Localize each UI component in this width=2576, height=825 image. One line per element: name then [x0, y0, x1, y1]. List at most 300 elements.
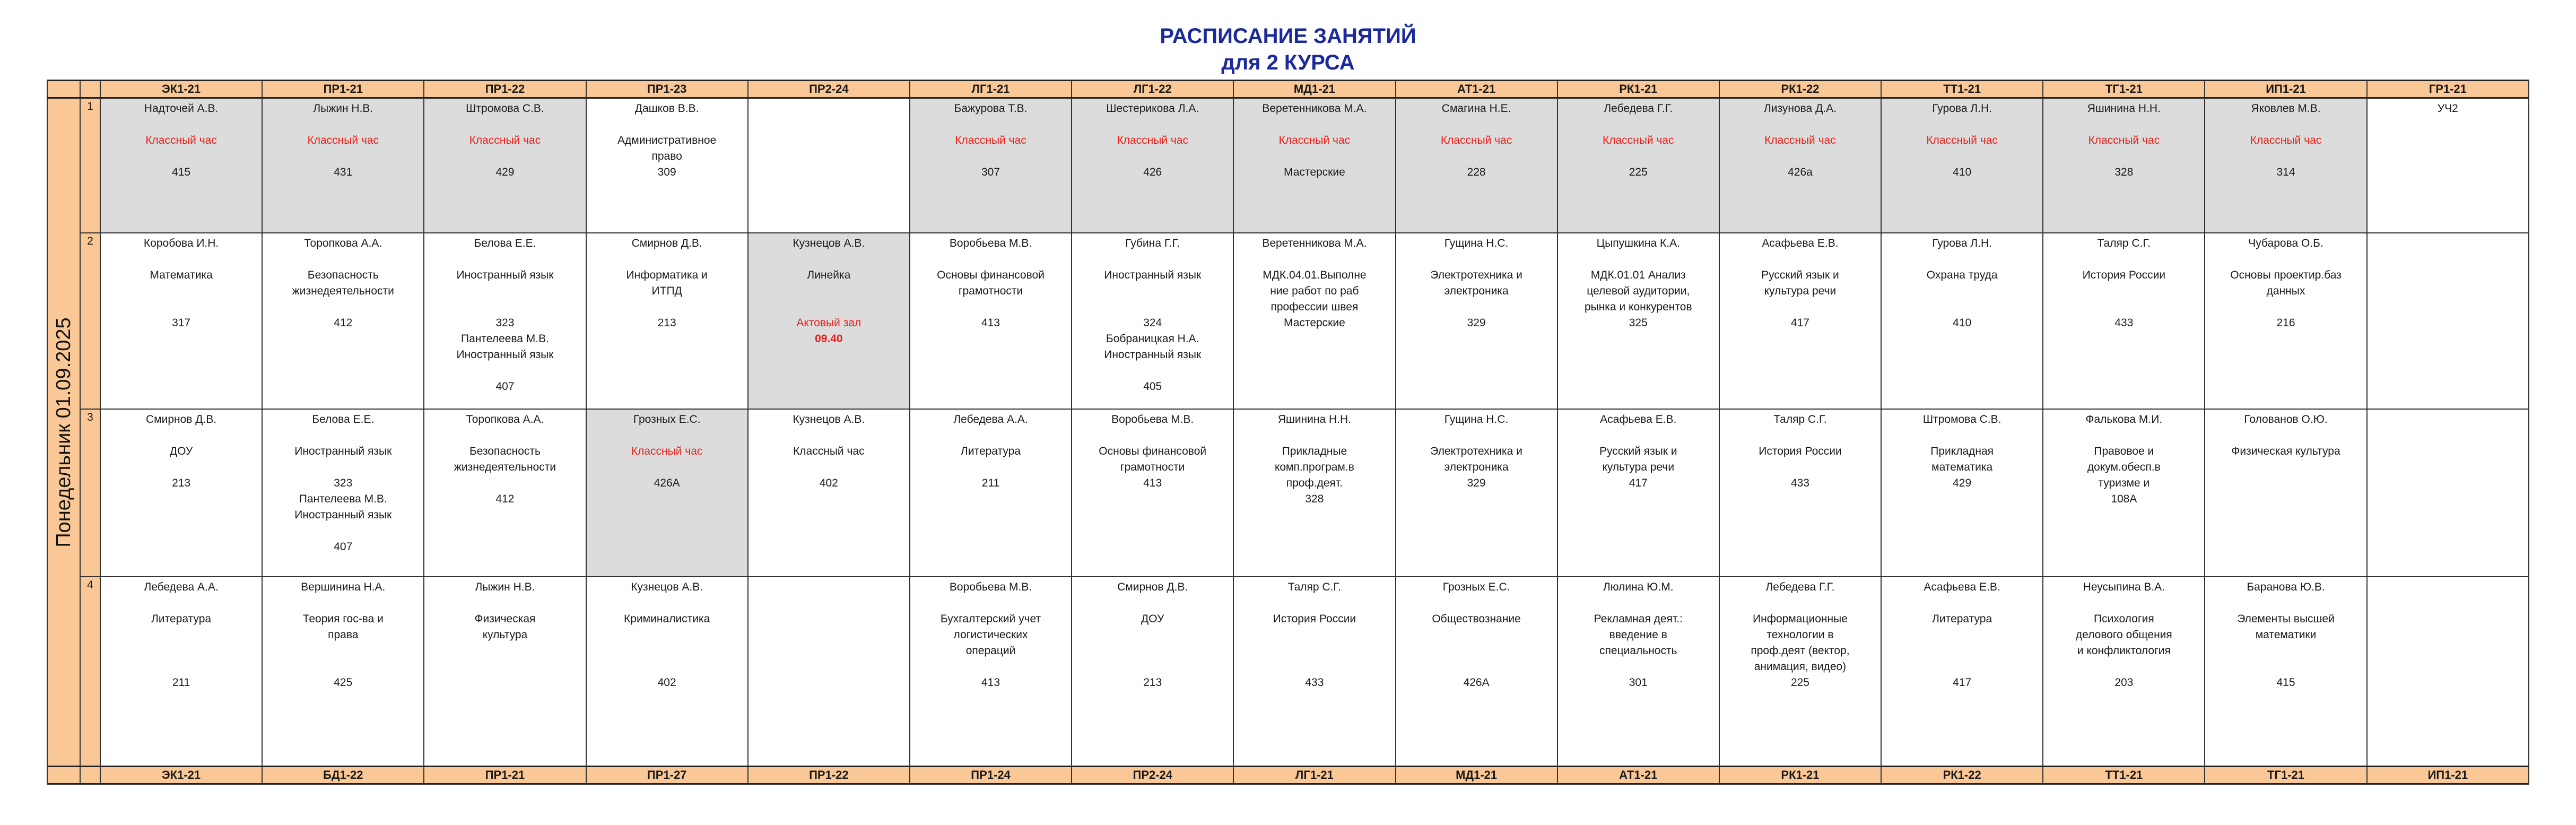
- group-header: ПР1-22: [424, 81, 586, 98]
- period-number: 1: [80, 98, 100, 233]
- teacher: Баранова Ю.В.: [2247, 580, 2325, 593]
- lesson-cell: [1072, 233, 1233, 409]
- lesson-cell: [586, 98, 748, 233]
- lesson-cell: [1557, 233, 1719, 409]
- group-footer: ИП1-21: [2367, 767, 2529, 784]
- teacher: Грозных Е.С.: [633, 413, 701, 425]
- lesson-cell: [1719, 233, 1881, 409]
- teacher: Лыжин Н.В.: [475, 580, 535, 593]
- subject: технологии в: [1766, 628, 1834, 641]
- teacher: Бажурова Т.В.: [954, 102, 1028, 115]
- lesson-cell: [424, 233, 586, 409]
- lesson-cell: [100, 233, 262, 409]
- room: 323: [495, 316, 515, 329]
- subject: грамотности: [958, 284, 1023, 297]
- lesson-cell: [2205, 577, 2366, 767]
- group-header: РК1-22: [1719, 81, 1881, 98]
- teacher: Белова Е.Е.: [474, 237, 536, 249]
- subject: Основы проектир.баз: [2230, 268, 2342, 281]
- teacher: Бобраницкая Н.А.: [1106, 332, 1199, 345]
- room: 324: [1143, 316, 1162, 329]
- room: 203: [2114, 676, 2134, 689]
- teacher: Пантелеева М.В.: [299, 492, 387, 505]
- subject: Классный час: [2088, 134, 2160, 146]
- subject: Теория гос-ва и: [302, 612, 384, 625]
- teacher: Грозных Е.С.: [1442, 580, 1510, 593]
- teacher: Голованов О.Ю.: [2244, 413, 2328, 425]
- teacher: Белова Е.Е.: [312, 413, 375, 425]
- room: 429: [495, 166, 515, 178]
- teacher: Дашков В.В.: [634, 102, 699, 115]
- lesson-cell: [910, 409, 1072, 577]
- subject: История России: [1273, 612, 1356, 625]
- teacher: Таляр С.Г.: [2097, 237, 2151, 249]
- period-row: [47, 98, 2529, 233]
- lesson-cell: [2205, 98, 2366, 233]
- footer-corner: [47, 767, 80, 784]
- teacher: Веретенникова М.А.: [1262, 237, 1367, 249]
- lesson-cell-empty: [748, 577, 910, 767]
- teacher: Вершинина Н.А.: [301, 580, 386, 593]
- subject: МДК.04.01.Выполне: [1263, 268, 1367, 281]
- teacher: Смирнов Д.В.: [631, 237, 702, 249]
- lesson-cell: [2043, 577, 2205, 767]
- lesson-cell: [586, 233, 748, 409]
- room: 426А: [1463, 676, 1490, 689]
- room: 417: [1953, 676, 1972, 689]
- group-footer: ПР1-27: [586, 767, 748, 784]
- teacher: Гурова Л.Н.: [1932, 237, 1992, 249]
- room: 426а: [1788, 166, 1813, 178]
- teacher: УЧ2: [2437, 102, 2458, 115]
- room: 328: [2114, 166, 2134, 178]
- room: 433: [2114, 316, 2134, 329]
- subject: Психология: [2093, 612, 2154, 625]
- lesson-cell: [2043, 98, 2205, 233]
- lesson-cell: [1396, 98, 1557, 233]
- subject: культура: [482, 628, 528, 641]
- subject: право: [651, 150, 682, 162]
- subject: Физическая: [474, 612, 536, 625]
- lesson-cell: [262, 577, 424, 767]
- subject: операций: [965, 644, 1016, 657]
- teacher: Лебедева А.А.: [953, 413, 1028, 425]
- room: 323: [334, 476, 353, 489]
- lesson-cell: [1396, 577, 1557, 767]
- group-footer: ПР1-24: [910, 767, 1072, 784]
- subject: Информационные: [1753, 612, 1848, 625]
- group-header: ГР1-21: [2367, 81, 2529, 98]
- teacher: Пантелеева М.В.: [460, 332, 549, 345]
- subject: Административное: [617, 134, 717, 146]
- lesson-cell: [1557, 409, 1719, 577]
- group-footer-row: [47, 767, 2529, 784]
- group-header: ТТ1-21: [1881, 81, 2043, 98]
- lesson-cell: [1719, 409, 1881, 577]
- teacher: Гурова Л.Н.: [1932, 102, 1992, 115]
- subject: Элементы высшей: [2237, 612, 2335, 625]
- period-row: [47, 409, 2529, 577]
- period-row: [47, 233, 2529, 409]
- group-footer: МД1-21: [1396, 767, 1557, 784]
- room: 225: [1629, 166, 1648, 178]
- subject: История России: [1759, 445, 1842, 457]
- subject: Классный час: [1926, 134, 1998, 146]
- lesson-cell: [910, 98, 1072, 233]
- subject: Иностранный язык: [294, 508, 392, 521]
- room: 213: [1143, 676, 1162, 689]
- room: 328: [1305, 492, 1324, 505]
- period-number: 3: [80, 409, 100, 577]
- lesson-cell-empty: [2367, 233, 2529, 409]
- subject: Прикладные: [1282, 445, 1347, 457]
- lesson-cell-empty: [2367, 409, 2529, 577]
- teacher: Штромова С.В.: [1922, 413, 2001, 425]
- teacher: Асафьева Е.В.: [1600, 413, 1677, 425]
- header-corner: [47, 81, 80, 98]
- teacher: Фалькова М.И.: [2085, 413, 2163, 425]
- subject: Классный час: [307, 134, 379, 146]
- room: 307: [981, 166, 1000, 178]
- lesson-cell: [1719, 98, 1881, 233]
- subject: Криминалистика: [624, 612, 710, 625]
- subject: Иностранный язык: [456, 268, 554, 281]
- room: 329: [1467, 316, 1486, 329]
- subject: Русский язык и: [1599, 445, 1677, 457]
- lesson-cell: [2043, 409, 2205, 577]
- lesson-cell-empty: [2367, 577, 2529, 767]
- lesson-cell: [100, 98, 262, 233]
- subject: Классный час: [793, 445, 865, 457]
- subject: жизнедеятельности: [454, 461, 556, 473]
- lesson-cell: [1881, 577, 2043, 767]
- group-footer: ЭК1-21: [100, 767, 262, 784]
- subject: математики: [2255, 628, 2317, 641]
- room: 417: [1629, 476, 1648, 489]
- lesson-cell: [1719, 577, 1881, 767]
- group-header: ЛГ1-21: [910, 81, 1072, 98]
- subject: ДОУ: [169, 445, 193, 457]
- teacher: Воробьева М.В.: [1111, 413, 1194, 425]
- schedule-table: [47, 80, 2529, 785]
- subject: введение в: [1609, 628, 1667, 641]
- room: 426А: [654, 476, 680, 489]
- lesson-cell: [1233, 409, 1395, 577]
- subject: Классный час: [2250, 134, 2322, 146]
- subject: Правовое и: [2094, 445, 2154, 457]
- teacher: Таляр С.Г.: [1287, 580, 1342, 593]
- subject: комп.програм.в: [1274, 461, 1354, 473]
- room: 213: [172, 476, 191, 489]
- lesson-cell: [100, 577, 262, 767]
- teacher: Торопкова А.А.: [466, 413, 544, 425]
- teacher: Гущина Н.С.: [1444, 413, 1509, 425]
- subject: культура речи: [1602, 461, 1675, 473]
- room: 317: [172, 316, 191, 329]
- room: 412: [495, 492, 515, 505]
- group-header: ПР1-23: [586, 81, 748, 98]
- group-footer: ТГ1-21: [2205, 767, 2366, 784]
- room: 329: [1467, 476, 1486, 489]
- subject: грамотности: [1120, 461, 1185, 473]
- lesson-cell: [1233, 233, 1395, 409]
- subject: Иностранный язык: [294, 445, 392, 457]
- teacher: Кузнецов А.В.: [631, 580, 703, 593]
- room: 425: [334, 676, 353, 689]
- group-header: ЭК1-21: [100, 81, 262, 98]
- teacher: Смагина Н.Е.: [1441, 102, 1511, 115]
- subject: Русский язык и: [1761, 268, 1839, 281]
- room: 407: [495, 380, 515, 393]
- subject: Безопасность: [469, 445, 541, 457]
- lesson-cell: [1881, 233, 2043, 409]
- lesson-cell: [1557, 98, 1719, 233]
- subject: Линейка: [807, 268, 851, 281]
- teacher: Лебедева А.А.: [144, 580, 219, 593]
- room: 410: [1953, 316, 1972, 329]
- lesson-cell: [748, 233, 910, 409]
- room: 402: [657, 676, 676, 689]
- lesson-cell: [262, 98, 424, 233]
- subject: Основы финансовой: [937, 268, 1045, 281]
- group-footer: ПР1-22: [748, 767, 910, 784]
- teacher: Лизунова Д.А.: [1763, 102, 1837, 115]
- period-number: 2: [80, 233, 100, 409]
- lesson-cell: [1881, 98, 2043, 233]
- subject: Математика: [150, 268, 213, 281]
- teacher: Яковлев М.В.: [2251, 102, 2321, 115]
- subject: туризме и: [2098, 476, 2150, 489]
- room: Мастерские: [1284, 316, 1345, 329]
- room: 211: [981, 476, 1000, 489]
- lesson-cell: [1233, 577, 1395, 767]
- room: 433: [1305, 676, 1324, 689]
- lesson-cell: [2205, 233, 2366, 409]
- lesson-cell: [2205, 409, 2366, 577]
- room: 415: [172, 166, 191, 178]
- footer-corner: [80, 767, 100, 784]
- room: 413: [981, 316, 1000, 329]
- teacher: Надточей А.В.: [144, 102, 219, 115]
- room: 213: [657, 316, 676, 329]
- subject: Иностранный язык: [456, 348, 554, 361]
- schedule-subtitle: для 2 КУРСА: [1221, 51, 1355, 74]
- subject: ние работ по раб: [1270, 284, 1359, 297]
- day-label-cell: [47, 98, 80, 767]
- subject: Литература: [961, 445, 1021, 457]
- room: 405: [1143, 380, 1162, 393]
- subject: Основы финансовой: [1099, 445, 1207, 457]
- teacher: Смирнов Д.В.: [146, 413, 217, 425]
- room: 108А: [2111, 492, 2137, 505]
- subject: делового общения: [2075, 628, 2172, 641]
- group-footer: РК1-21: [1719, 767, 1881, 784]
- subject: Классный час: [1117, 134, 1188, 146]
- subject: Литература: [1932, 612, 1992, 625]
- group-header-row: [47, 81, 2529, 98]
- room: 225: [1790, 676, 1809, 689]
- teacher: Кузнецов А.В.: [793, 237, 865, 249]
- subject: жизнедеятельности: [292, 284, 394, 297]
- lesson-cell: [1072, 98, 1233, 233]
- lesson-cell: [1072, 577, 1233, 767]
- group-header: ПР1-21: [262, 81, 424, 98]
- teacher: Шестерикова Л.А.: [1106, 102, 1199, 115]
- teacher: Веретенникова М.А.: [1262, 102, 1367, 115]
- teacher: Кузнецов А.В.: [793, 413, 865, 425]
- teacher: Смирнов Д.В.: [1117, 580, 1188, 593]
- lesson-cell: [1396, 233, 1557, 409]
- subject: Физическая культура: [2231, 445, 2340, 457]
- lesson-cell: [2367, 98, 2529, 233]
- teacher: Цыпушкина К.А.: [1596, 237, 1680, 249]
- subject: Иностранный язык: [1104, 268, 1202, 281]
- period-number: 4: [80, 577, 100, 767]
- group-header: ИП1-21: [2205, 81, 2366, 98]
- teacher: Чубарова О.Б.: [2248, 237, 2323, 249]
- room: 314: [2276, 166, 2295, 178]
- subject: Обществознание: [1432, 612, 1521, 625]
- lesson-cell: [910, 233, 1072, 409]
- subject: данных: [2266, 284, 2305, 297]
- room: 407: [334, 540, 353, 553]
- room: 429: [1953, 476, 1972, 489]
- group-header: ЛГ1-22: [1072, 81, 1233, 98]
- subject: проф.деят.: [1286, 476, 1343, 489]
- subject: Прикладная: [1930, 445, 1994, 457]
- subject: МДК.01.01 Анализ: [1590, 268, 1686, 281]
- period-row: [47, 577, 2529, 767]
- lesson-cell: [424, 577, 586, 767]
- group-header: АТ1-21: [1396, 81, 1557, 98]
- room: 415: [2276, 676, 2295, 689]
- group-footer: РК1-22: [1881, 767, 2043, 784]
- subject: Электротехника и: [1430, 268, 1522, 281]
- teacher: Таляр С.Г.: [1773, 413, 1827, 425]
- teacher: Гущина Н.С.: [1444, 237, 1509, 249]
- subject: ИТПД: [651, 284, 682, 297]
- teacher: Штромова С.В.: [466, 102, 544, 115]
- room: 228: [1467, 166, 1486, 178]
- lesson-cell: [1881, 409, 2043, 577]
- group-footer: ЛГ1-21: [1233, 767, 1395, 784]
- subject: Информатика и: [626, 268, 708, 281]
- lesson-cell: [586, 409, 748, 577]
- teacher: Воробьева М.В.: [949, 580, 1032, 593]
- room: 412: [334, 316, 353, 329]
- lesson-cell: [1072, 409, 1233, 577]
- subject: История России: [2082, 268, 2166, 281]
- teacher: Яшинина Н.Н.: [1277, 413, 1351, 425]
- room: Мастерские: [1284, 166, 1345, 178]
- subject: Классный час: [1278, 134, 1351, 146]
- subject: анимация, видео): [1754, 660, 1847, 673]
- subject: проф.деят (вектор,: [1751, 644, 1850, 657]
- subject: Иностранный язык: [1104, 348, 1202, 361]
- lesson-cell: [262, 233, 424, 409]
- subject: Классный час: [1603, 134, 1674, 146]
- event-time: 09.40: [815, 332, 843, 345]
- header-corner: [80, 81, 100, 98]
- day-label: Понедельник 01.09.2025: [53, 317, 75, 548]
- room: 413: [981, 676, 1000, 689]
- group-header: РК1-21: [1557, 81, 1719, 98]
- room: 417: [1790, 316, 1809, 329]
- teacher: Лебедева Г.Г.: [1765, 580, 1835, 593]
- lesson-cell: [424, 409, 586, 577]
- lesson-cell: [1396, 409, 1557, 577]
- lesson-cell-empty: [748, 98, 910, 233]
- group-footer: АТ1-21: [1557, 767, 1719, 784]
- subject: и конфликтология: [2077, 644, 2171, 657]
- subject: Классный час: [1764, 134, 1836, 146]
- subject: логистических: [953, 628, 1028, 641]
- lesson-cell: [586, 577, 748, 767]
- subject: целевой аудитории,: [1587, 284, 1690, 297]
- room: 325: [1629, 316, 1648, 329]
- subject: Классный час: [631, 445, 703, 457]
- room: 426: [1143, 166, 1162, 178]
- teacher: Торопкова А.А.: [304, 237, 382, 249]
- lesson-cell: [748, 409, 910, 577]
- teacher: Воробьева М.В.: [949, 237, 1032, 249]
- lesson-cell: [910, 577, 1072, 767]
- teacher: Асафьева Е.В.: [1924, 580, 2000, 593]
- subject: культура речи: [1764, 284, 1837, 297]
- subject: Классный час: [145, 134, 217, 146]
- lesson-cell: [100, 409, 262, 577]
- group-header: ТГ1-21: [2043, 81, 2205, 98]
- subject: Охрана труда: [1926, 268, 1998, 281]
- subject: ДОУ: [1141, 612, 1164, 625]
- subject: Безопасность: [307, 268, 379, 281]
- group-footer: ПР2-24: [1072, 767, 1233, 784]
- room: 309: [657, 166, 676, 178]
- subject: математика: [1931, 461, 1993, 473]
- schedule-title: РАСПИСАНИЕ ЗАНЯТИЙ: [1160, 24, 1416, 48]
- room: 433: [1790, 476, 1809, 489]
- teacher: Коробова И.Н.: [143, 237, 219, 249]
- room: Актовый зал: [796, 316, 861, 329]
- subject: Литература: [151, 612, 212, 625]
- teacher: Люлина Ю.М.: [1603, 580, 1674, 593]
- lesson-cell: [262, 409, 424, 577]
- subject: Классный час: [955, 134, 1026, 146]
- subject: докум.обесп.в: [2087, 461, 2161, 473]
- group-footer: БД1-22: [262, 767, 424, 784]
- room: 431: [334, 166, 353, 178]
- subject: электроника: [1444, 284, 1509, 297]
- lesson-cell: [1233, 98, 1395, 233]
- subject: Электротехника и: [1430, 445, 1522, 457]
- teacher: Лебедева Г.Г.: [1604, 102, 1673, 115]
- group-footer: ПР1-21: [424, 767, 586, 784]
- teacher: Неусыпина В.А.: [2083, 580, 2165, 593]
- subject: Классный час: [469, 134, 541, 146]
- room: 216: [2276, 316, 2295, 329]
- lesson-cell: [424, 98, 586, 233]
- room: 211: [172, 676, 190, 689]
- subject: специальность: [1599, 644, 1677, 657]
- subject: электроника: [1444, 461, 1509, 473]
- lesson-cell: [1557, 577, 1719, 767]
- subject: Классный час: [1440, 134, 1512, 146]
- teacher: Лыжин Н.В.: [313, 102, 373, 115]
- room: 301: [1629, 676, 1648, 689]
- room: 413: [1143, 476, 1162, 489]
- group-footer: ТТ1-21: [2043, 767, 2205, 784]
- subject: рынка и конкурентов: [1584, 300, 1692, 313]
